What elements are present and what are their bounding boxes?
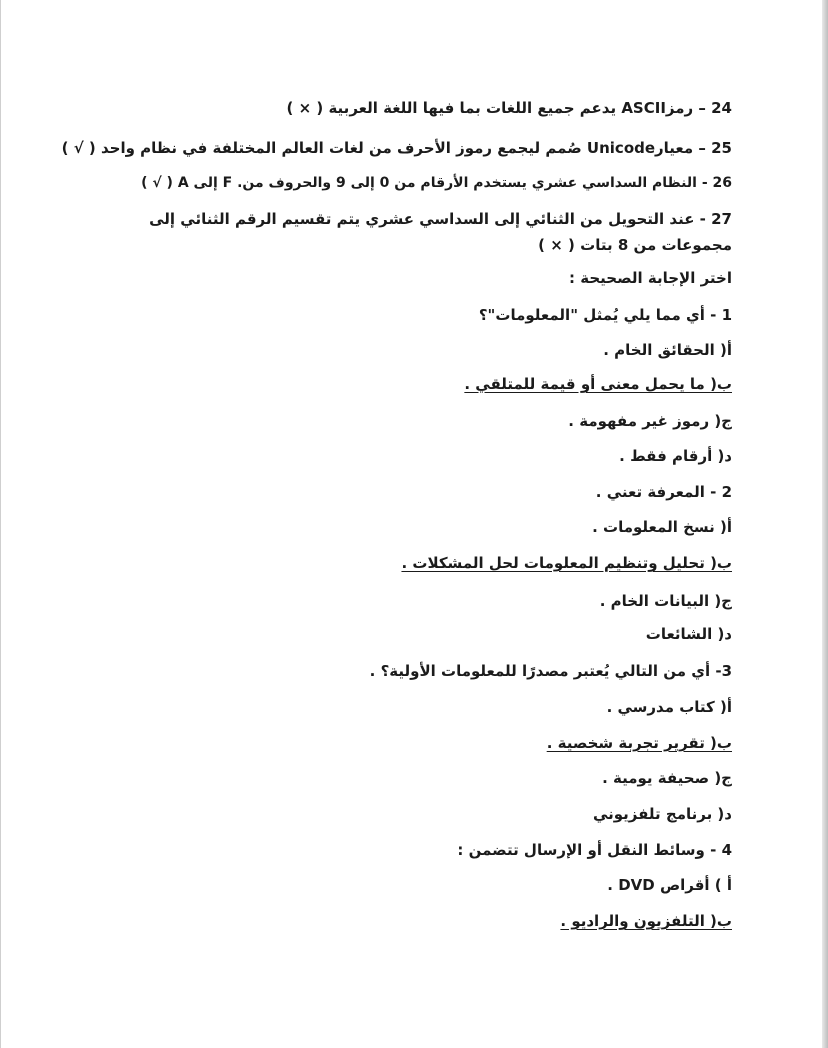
- tf-statement-24: 24 – رمزASCII يدعم جميع اللغات بما فيها اللغة العربية ( × ): [286, 99, 732, 117]
- question-3-option-b-correct: ب( تقرير تجربة شخصية .: [546, 734, 732, 752]
- question-4-option-a: أ ) أقراص DVD .: [607, 876, 732, 894]
- question-2-option-c: ج( البيانات الخام .: [599, 592, 732, 610]
- question-3-option-d: د( برنامج تلفزيوني: [592, 805, 732, 823]
- question-3-option-c: ج( صحيفة يومية .: [602, 769, 732, 787]
- question-1-stem: 1 - أي مما يلي يُمثل "المعلومات"؟: [478, 306, 732, 324]
- question-2-stem: 2 - المعرفة تعني .: [595, 483, 732, 501]
- question-3-stem: 3- أي من التالي يُعتبر مصدرًا للمعلومات الأولية؟ .: [369, 662, 732, 680]
- tf-statement-26: 26 - النظام السداسي عشري يستخدم الأرقام من 0 إلى 9 والحروف من. F إلى A ( √ ): [141, 175, 732, 191]
- question-1-option-c: ج( رموز غير مفهومة .: [568, 412, 732, 430]
- tf-statement-27: 27 - عند التحويل من الثنائي إلى السداسي عشري يتم تقسيم الرقم الثنائي إلى مجموعات من 8 بتات ( × ): [149, 210, 732, 254]
- question-1-option-b-correct: ب( ما يحمل معنى أو قيمة للمتلقي .: [464, 375, 732, 393]
- tf-statement-25: 25 – معيارUnicode صُمم ليجمع رموز الأحرف من لغات العالم المختلفة في نظام واحد ( √ ): [61, 139, 732, 157]
- question-2-option-b-correct: ب( تحليل وتنظيم المعلومات لحل المشكلات .: [401, 554, 732, 572]
- question-4-stem: 4 - وسائط النقل أو الإرسال تتضمن :: [457, 841, 732, 859]
- question-2-option-d: د( الشائعات: [645, 625, 732, 643]
- question-2-option-a: أ( نسخ المعلومات .: [592, 518, 732, 536]
- question-1-option-d: د( أرقام فقط .: [619, 447, 732, 465]
- question-3-option-a: أ( كتاب مدرسي .: [606, 698, 732, 716]
- page-edge-shadow: [822, 0, 828, 1048]
- question-1-option-a: أ( الحقائق الخام .: [603, 341, 732, 359]
- question-4-option-b-correct: ب( التلفزيون والراديو .: [560, 912, 732, 930]
- mcq-heading: اختر الإجابة الصحيحة :: [569, 269, 732, 287]
